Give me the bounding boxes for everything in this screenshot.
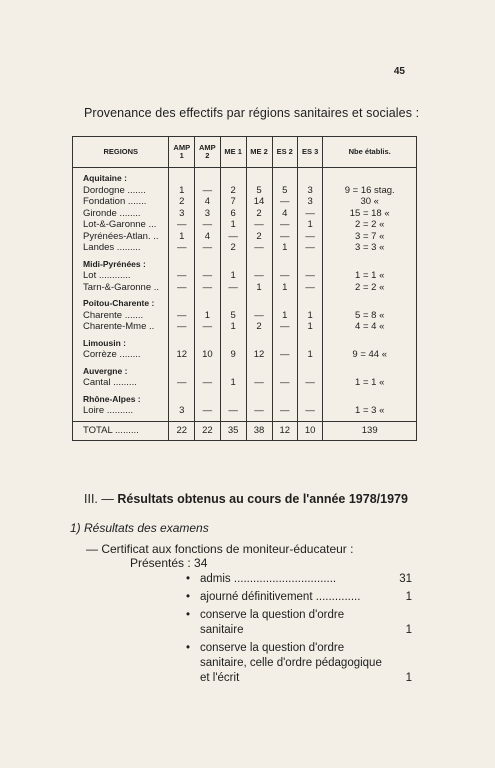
table-cell [246, 389, 272, 406]
table-cell [169, 361, 195, 378]
table-cell: 1 [246, 282, 272, 294]
table-cell [272, 168, 297, 185]
table-cell: — [297, 231, 322, 243]
establishments-cell: 9 = 16 stag. [323, 185, 417, 197]
table-cell: — [297, 377, 322, 389]
table-cell [297, 389, 322, 406]
table-cell [220, 293, 246, 310]
table-cell: — [272, 377, 297, 389]
table-cell: 1 [220, 377, 246, 389]
total-label: TOTAL ......... [73, 421, 169, 440]
table-cell: — [246, 219, 272, 231]
regions-table [72, 136, 417, 441]
table-cell: — [246, 405, 272, 417]
bullet-icon: • [186, 591, 191, 603]
department-label: Charente-Mme .. [83, 321, 155, 332]
table-cell: — [246, 377, 272, 389]
region-group-row [73, 168, 417, 185]
table-cell [169, 293, 195, 310]
table-cell: — [169, 242, 195, 254]
region-group-row [73, 254, 417, 271]
column-header: REGIONS [73, 137, 169, 168]
result-label: ajourné définitivement .............. [200, 591, 361, 603]
table-cell [220, 333, 246, 350]
result-label: conserve la question d'ordre sanitaire, celle d'ordre pédagogique et l'écrit [200, 642, 382, 684]
department-label: Tarn-&-Garonne .. [83, 281, 160, 293]
department-label: Corrèze ........ [83, 349, 141, 360]
region-group-row [73, 293, 417, 310]
department-label: Fondation ....... [83, 196, 147, 207]
table-cell: 1 [195, 310, 221, 322]
table-cell: — [195, 242, 221, 254]
table-cell: 12 [246, 349, 272, 361]
table-cell: 1 [272, 310, 297, 322]
result-label: admis ................................ [200, 573, 337, 585]
column-header: ES 3 [297, 137, 322, 168]
table-cell [195, 389, 221, 406]
establishments-cell: 9 = 44 « [323, 349, 417, 361]
table-cell: — [195, 321, 221, 333]
establishments-cell: 5 = 8 « [323, 310, 417, 322]
table-cell [246, 293, 272, 310]
total-cell: 38 [246, 421, 272, 440]
section-title [84, 492, 408, 506]
table-cell [195, 168, 221, 185]
table-cell: 4 [195, 231, 221, 243]
column-header: ME 1 [220, 137, 246, 168]
table-cell [297, 361, 322, 378]
establishments-cell: 4 = 4 « [323, 321, 417, 333]
total-cell: 35 [220, 421, 246, 440]
table-cell: — [195, 185, 221, 197]
table-cell: — [297, 208, 322, 220]
table-row [73, 242, 417, 254]
total-cell: 22 [195, 421, 221, 440]
table-cell: — [272, 321, 297, 333]
table-row [73, 231, 417, 243]
table-cell: 5 [246, 185, 272, 197]
result-label: conserve la question d'ordre sanitaire [200, 609, 345, 636]
column-header: Nbe établis. [323, 137, 417, 168]
table-cell: 1 [272, 242, 297, 254]
table-cell: 2 [246, 231, 272, 243]
table-cell [169, 389, 195, 406]
table-cell: — [297, 405, 322, 417]
table-cell [272, 333, 297, 350]
table-cell: — [195, 377, 221, 389]
table-cell: 2 [220, 242, 246, 254]
region-group-row [73, 361, 417, 378]
table-row [73, 405, 417, 417]
table-cell: — [272, 231, 297, 243]
establishments-cell: 15 = 18 « [323, 208, 417, 220]
table-cell: 1 [297, 310, 322, 322]
table-cell: — [195, 219, 221, 231]
table-cell: 5 [220, 310, 246, 322]
establishments-cell: 3 = 3 « [323, 242, 417, 254]
department-label: Lot-&-Garonne ... [83, 219, 157, 230]
establishments-cell: 2 = 2 « [323, 219, 417, 231]
table-cell: — [297, 242, 322, 254]
table-cell: 1 [297, 321, 322, 333]
table-cell: 1 [297, 349, 322, 361]
table-cell: — [169, 321, 195, 333]
table-cell [323, 254, 417, 271]
region-name: Limousin : [83, 337, 126, 348]
department-label: Dordogne ....... [83, 184, 146, 196]
table-cell: — [169, 377, 195, 389]
establishments-cell: 1 = 3 « [323, 405, 417, 417]
table-cell: — [220, 231, 246, 243]
result-count: 1 [405, 591, 412, 603]
table-cell: 14 [246, 196, 272, 208]
table-cell [297, 254, 322, 271]
result-count: 31 [399, 573, 412, 585]
table-cell: — [169, 219, 195, 231]
table-cell: 7 [220, 196, 246, 208]
table-cell [297, 168, 322, 185]
table-row [73, 208, 417, 220]
establishments-cell: 3 = 7 « [323, 231, 417, 243]
region-name: Poitou-Charente : [83, 298, 155, 308]
table-row [73, 282, 417, 294]
region-name: Auvergne : [83, 365, 128, 376]
certificat-line: — Certificat aux fonctions de moniteur-éducateur : [86, 542, 354, 556]
table-cell: 1 [169, 185, 195, 197]
table-row [73, 185, 417, 197]
table-row [73, 377, 417, 389]
table-cell: — [272, 219, 297, 231]
result-item [186, 641, 412, 686]
table-cell: — [169, 270, 195, 282]
table-cell [323, 361, 417, 378]
result-count: 1 [405, 624, 412, 636]
regions-table-container [72, 136, 417, 441]
total-cell: 10 [297, 421, 322, 440]
table-cell [272, 293, 297, 310]
section-number: III. — [84, 492, 114, 506]
table-cell [272, 361, 297, 378]
table-cell: 1 [272, 282, 297, 294]
total-cell: 12 [272, 421, 297, 440]
table-row [73, 196, 417, 208]
table-cell: 4 [272, 208, 297, 220]
region-name: Aquitaine : [83, 173, 127, 183]
table-cell [220, 254, 246, 271]
table-cell [272, 254, 297, 271]
table-cell: 2 [169, 196, 195, 208]
table-cell: 9 [220, 349, 246, 361]
table-cell [220, 361, 246, 378]
table-cell: 5 [272, 185, 297, 197]
table-cell: 12 [169, 349, 195, 361]
result-item [186, 572, 412, 587]
table-cell [297, 333, 322, 350]
table-row [73, 321, 417, 333]
presentes-line: Présentés : 34 [130, 556, 208, 570]
table-cell: 2 [246, 321, 272, 333]
table-cell: — [220, 405, 246, 417]
establishments-cell: 2 = 2 « [323, 282, 417, 294]
establishments-cell: 1 = 1 « [323, 377, 417, 389]
result-count: 1 [405, 672, 412, 684]
section-heading: Résultats obtenus au cours de l'année 1978/1979 [117, 492, 408, 506]
department-label: Landes ......... [83, 242, 141, 253]
table-header-row [73, 137, 417, 168]
column-header: ME 2 [246, 137, 272, 168]
table-row [73, 219, 417, 231]
table-cell: — [272, 349, 297, 361]
total-cell: 22 [169, 421, 195, 440]
department-label: Cantal ......... [83, 377, 137, 388]
table-cell: — [297, 282, 322, 294]
table-cell: — [195, 270, 221, 282]
bullet-icon: • [186, 642, 191, 654]
table-cell: 6 [220, 208, 246, 220]
region-name: Rhône-Alpes : [83, 393, 141, 404]
table-cell [195, 254, 221, 271]
table-cell: 1 [220, 270, 246, 282]
table-cell: 3 [169, 208, 195, 220]
department-label: Loire .......... [83, 405, 134, 416]
table-cell [246, 254, 272, 271]
table-cell: 1 [297, 219, 322, 231]
table-cell [246, 333, 272, 350]
region-name: Midi-Pyrénées : [83, 258, 146, 269]
table-cell [297, 293, 322, 310]
table-row [73, 310, 417, 322]
table-cell [323, 293, 417, 310]
table-cell [323, 168, 417, 185]
table-cell: 3 [195, 208, 221, 220]
table-cell: 2 [246, 208, 272, 220]
table-cell: — [297, 270, 322, 282]
table-cell [323, 333, 417, 350]
table-cell [220, 168, 246, 185]
region-group-row [73, 389, 417, 406]
table-cell [220, 389, 246, 406]
department-label: Pyrénées-Atlan. .. [83, 230, 159, 242]
column-header: AMP 2 [195, 137, 221, 168]
table-cell: — [195, 405, 221, 417]
result-item [186, 590, 412, 605]
table-cell [195, 293, 221, 310]
table-cell: 1 [220, 321, 246, 333]
bullet-icon: • [186, 573, 191, 585]
total-row [73, 421, 417, 440]
table-cell [272, 389, 297, 406]
table-cell: — [220, 282, 246, 294]
column-header: ES 2 [272, 137, 297, 168]
table-row [73, 349, 417, 361]
department-label: Charente ....... [83, 309, 144, 321]
table-cell [169, 333, 195, 350]
region-group-row [73, 333, 417, 350]
establishments-cell: 1 = 1 « [323, 270, 417, 282]
column-header: AMP 1 [169, 137, 195, 168]
table-cell [323, 389, 417, 406]
table-body [73, 168, 417, 441]
table-cell [246, 361, 272, 378]
table-cell: 2 [220, 185, 246, 197]
table-cell [169, 254, 195, 271]
establishments-cell: 30 « [323, 196, 417, 208]
department-label: Lot ............ [83, 270, 131, 281]
table-cell: 3 [169, 405, 195, 417]
subsection-title: 1) Résultats des examens [70, 521, 209, 535]
bullet-icon: • [186, 609, 191, 621]
table-cell: 1 [220, 219, 246, 231]
results-list [186, 572, 412, 689]
table-cell: — [195, 282, 221, 294]
table-cell [195, 333, 221, 350]
table-cell [169, 168, 195, 185]
table-cell: — [272, 270, 297, 282]
table-cell: — [272, 196, 297, 208]
table-cell [246, 168, 272, 185]
table-cell [195, 361, 221, 378]
table-cell: — [169, 310, 195, 322]
table-cell: — [272, 405, 297, 417]
table-cell: — [246, 310, 272, 322]
table-cell: — [169, 282, 195, 294]
result-item [186, 608, 412, 638]
table-cell: — [246, 270, 272, 282]
total-establishments: 139 [323, 421, 417, 440]
table-caption: Provenance des effectifs par régions sanitaires et sociales : [84, 106, 420, 120]
table-cell: 3 [297, 196, 322, 208]
table-cell: 3 [297, 185, 322, 197]
table-row [73, 270, 417, 282]
department-label: Gironde ........ [83, 207, 141, 219]
page-number: 45 [393, 66, 405, 77]
table-cell: 4 [195, 196, 221, 208]
table-cell: 10 [195, 349, 221, 361]
table-cell: 1 [169, 231, 195, 243]
table-cell: — [246, 242, 272, 254]
